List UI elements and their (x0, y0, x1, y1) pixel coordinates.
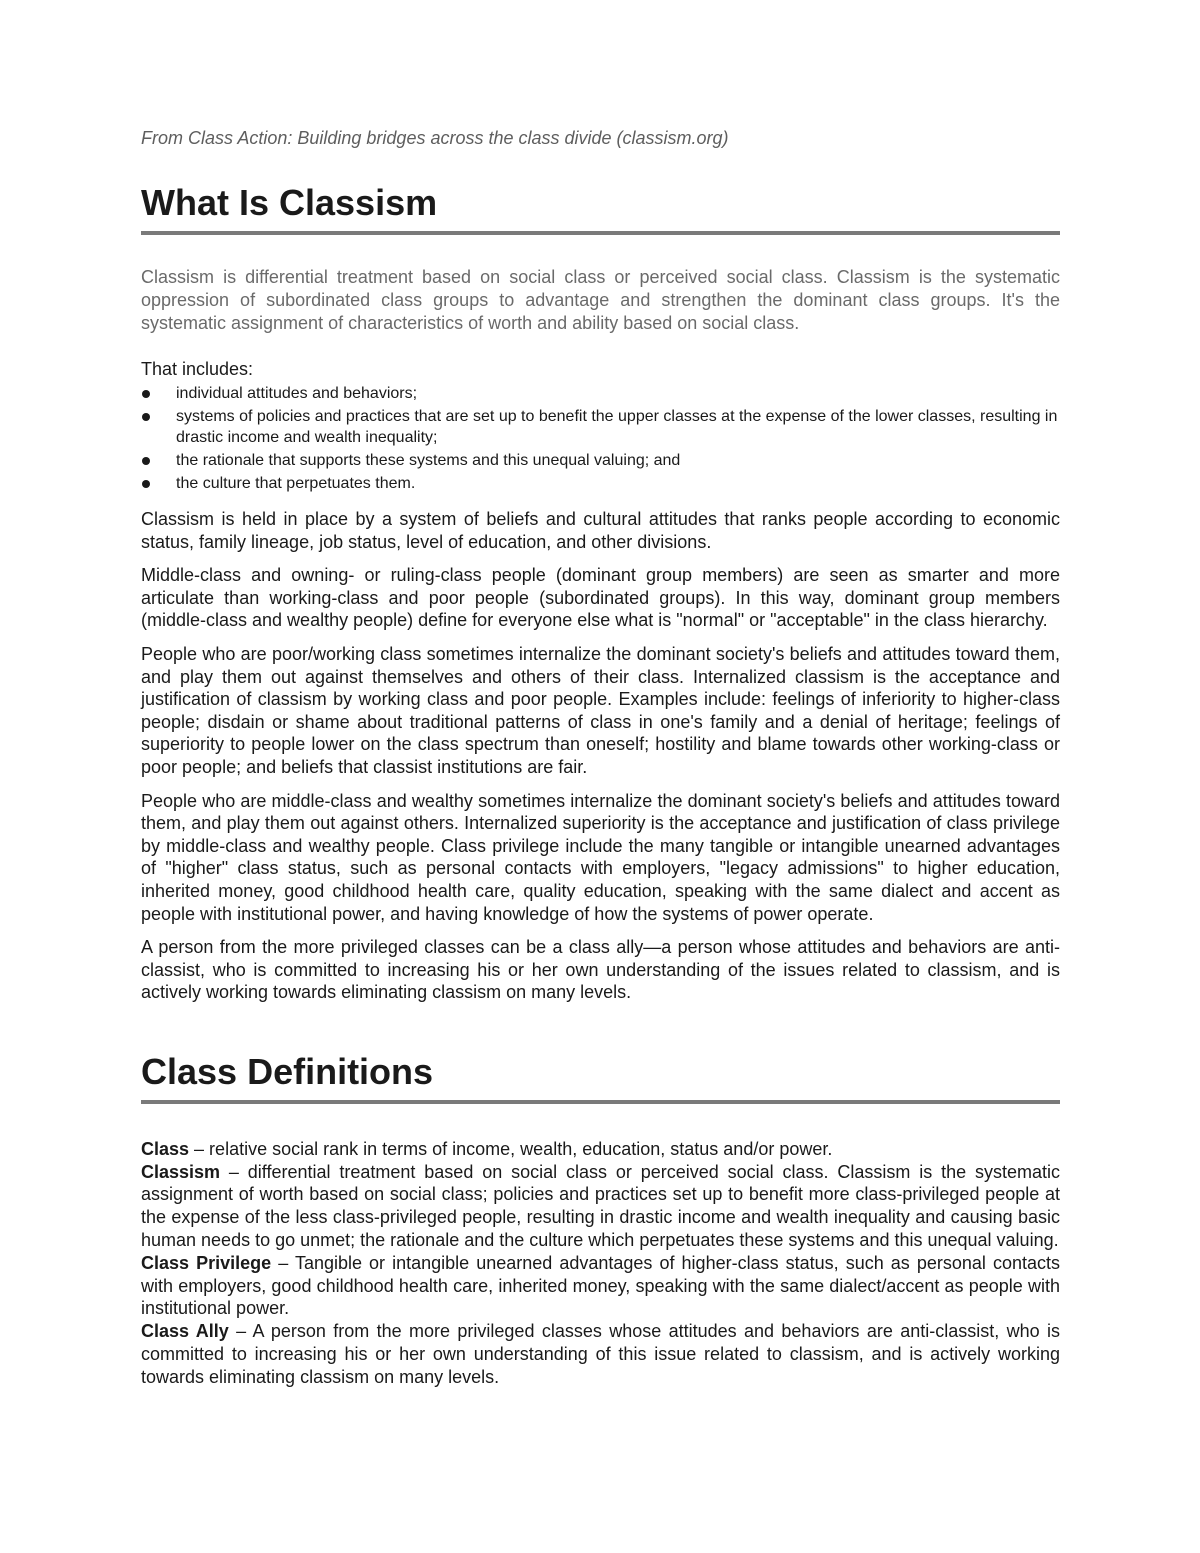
source-citation: From Class Action: Building bridges across the class divide (classism.org) (141, 128, 729, 148)
definition-term: Class Ally (141, 1321, 229, 1342)
definition-entry (141, 1138, 1060, 1161)
definition-text: – A person from the more privileged classes whose attitudes and behaviors are anti-classist, who is committed to increasing his or her own understanding of this issue related to classism, and is actively working towards eliminating classism on many levels. (141, 1321, 1060, 1387)
section-what-is-classism (141, 181, 1060, 235)
body-paragraph: Middle-class and owning- or ruling-class people (dominant group members) are seen as smarter and more articulate than working-class and poor people (subordinated groups). In this way, dominant group members (middle-class and wealthy people) define for everyone else what is "normal" or "acceptable" in the class hierarchy. (141, 565, 1060, 631)
bullet-icon (142, 480, 150, 488)
bullet-icon (142, 390, 150, 398)
document-page (141, 124, 1060, 1389)
list-item-text: the culture that perpetuates them. (176, 475, 416, 492)
heading-divider (141, 1100, 1060, 1104)
section-heading: Class Definitions (141, 1050, 434, 1092)
list-item (141, 383, 1060, 404)
body-paragraph: People who are middle-class and wealthy sometimes internalize the dominant society's beliefs and attitudes toward them, and play them out against others. Internalized superiority is the acceptance and justification of class privilege by middle-class and wealthy people. Class privilege include the many tangible or intangible unearned advantages of "higher" class status, such as personal contacts with employers, "legacy admissions" to higher education, inherited money, good childhood health care, quality education, speaking with the same dialect and accent as people with institutional power, and having knowledge of how the systems of power operate. (141, 790, 1060, 924)
body-paragraph: Classism is held in place by a system of beliefs and cultural attitudes that ranks people according to economic status, family lineage, job status, level of education, and other divisions. (141, 509, 1060, 552)
definition-term: Classism (141, 1161, 221, 1182)
definition-term: Class (141, 1138, 190, 1159)
includes-list (141, 383, 1060, 494)
intro-paragraph: Classism is differential treatment based on social class or perceived social class. Classism is the systematic oppression of subordinated class groups to advantage and strengthen the dominant class groups. It's the systematic assignment of characteristics of worth and ability based on social class. (141, 267, 1060, 333)
heading-divider (141, 231, 1060, 235)
definition-text: – Tangible or intangible unearned advantages of higher-class status, such as personal contacts with employers, good childhood health care, inherited money, speaking with the same dialect/accent as people with institutional power. (141, 1252, 1061, 1319)
section-heading: What Is Classism (141, 182, 438, 223)
definition-entry (141, 1252, 1060, 1320)
list-item (141, 406, 1060, 448)
list-item-text: individual attitudes and behaviors; (176, 385, 418, 402)
list-item-text: systems of policies and practices that are set up to benefit the upper classes at the expense of the lower classes, resulting in drastic income and wealth inequality; (176, 408, 1058, 446)
definitions-list (141, 1138, 1060, 1389)
body-paragraph: A person from the more privileged classes can be a class ally—a person whose attitudes and behaviors are anti-classist, who is committed to increasing his or her own understanding of the issues related to classism, and is actively working towards eliminating classism on many levels. (141, 937, 1060, 1003)
definition-entry (141, 1320, 1060, 1388)
bullet-icon (142, 413, 150, 421)
section-class-definitions (141, 1050, 1060, 1104)
definition-text: – relative social rank in terms of income, wealth, education, status and/or power. (189, 1138, 833, 1159)
body-paragraph: People who are poor/working class sometimes internalize the dominant society's beliefs and attitudes toward them, and play them out against themselves and others of their class. Internalized classism is the acceptance and justification of classism by working class and poor people. Examples include: feelings of inferiority to higher-class people; disdain or shame about traditional patterns of class in one's family and a denial of heritage; feelings of superiority to people lower on the class spectrum than oneself; hostility and blame towards other working-class or poor people; and beliefs that classist institutions are fair. (141, 643, 1060, 777)
list-item-text: the rationale that supports these systems and this unequal valuing; and (176, 452, 681, 469)
definition-entry (141, 1161, 1060, 1252)
definition-text: – differential treatment based on social class or perceived social class. Classism is the systematic assignment of worth based on social class; policies and practices set up to benefit more class-privileged people at the expense of the less class-privileged people, resulting in drastic income and wealth inequality and causing basic human needs to go unmet; the rationale and the culture which perpetuates these systems and this unequal valuing. (141, 1161, 1060, 1251)
includes-label: That includes: (141, 359, 254, 379)
list-item (141, 473, 1060, 494)
definition-term: Class Privilege (141, 1252, 272, 1273)
bullet-icon (142, 457, 150, 465)
list-item (141, 450, 1060, 471)
